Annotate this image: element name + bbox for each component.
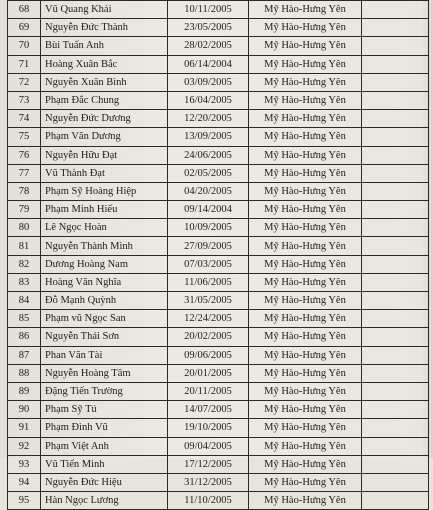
birthplace-cell: Mỹ Hào-Hưng Yên — [249, 164, 362, 182]
birthplace-cell: Mỹ Hào-Hưng Yên — [249, 255, 362, 273]
row-number-cell: 77 — [8, 164, 41, 182]
birth-date-cell: 09/06/2005 — [168, 346, 249, 364]
row-number-cell: 70 — [8, 37, 41, 55]
row-number-cell: 82 — [8, 255, 41, 273]
student-name-cell: Lê Ngọc Hoàn — [41, 219, 168, 237]
student-name-cell: Dương Hoàng Nam — [41, 255, 168, 273]
birth-date-cell: 24/06/2005 — [168, 146, 249, 164]
table-row — [8, 382, 429, 400]
birth-date-cell: 28/02/2005 — [168, 37, 249, 55]
empty-cell — [362, 19, 429, 37]
birth-date-cell: 31/05/2005 — [168, 292, 249, 310]
birthplace-cell: Mỹ Hào-Hưng Yên — [249, 328, 362, 346]
empty-cell — [362, 110, 429, 128]
table-row — [8, 492, 429, 510]
birth-date-cell: 23/05/2005 — [168, 19, 249, 37]
birthplace-cell: Mỹ Hào-Hưng Yên — [249, 110, 362, 128]
birthplace-cell: Mỹ Hào-Hưng Yên — [249, 401, 362, 419]
row-number-cell: 73 — [8, 91, 41, 109]
student-name-cell: Vũ Tiến Minh — [41, 455, 168, 473]
student-name-cell: Hàn Ngọc Lương — [41, 492, 168, 510]
table-row — [8, 328, 429, 346]
row-number-cell: 89 — [8, 382, 41, 400]
birthplace-cell: Mỹ Hào-Hưng Yên — [249, 382, 362, 400]
empty-cell — [362, 492, 429, 510]
empty-cell — [362, 182, 429, 200]
empty-cell — [362, 292, 429, 310]
table-row — [8, 292, 429, 310]
student-name-cell: Nguyễn Đức Thành — [41, 19, 168, 37]
student-name-cell: Phan Văn Tài — [41, 346, 168, 364]
row-number-cell: 94 — [8, 473, 41, 491]
row-number-cell: 86 — [8, 328, 41, 346]
birthplace-cell: Mỹ Hào-Hưng Yên — [249, 1, 362, 19]
empty-cell — [362, 73, 429, 91]
birth-date-cell: 11/06/2005 — [168, 273, 249, 291]
student-name-cell: Nguyễn Đức Dương — [41, 110, 168, 128]
birth-date-cell: 20/02/2005 — [168, 328, 249, 346]
page-edge-shadow — [421, 0, 433, 458]
birthplace-cell: Mỹ Hào-Hưng Yên — [249, 292, 362, 310]
student-name-cell: Bùi Tuấn Anh — [41, 37, 168, 55]
table-row — [8, 346, 429, 364]
student-name-cell: Phạm Đình Vũ — [41, 419, 168, 437]
row-number-cell: 80 — [8, 219, 41, 237]
empty-cell — [362, 255, 429, 273]
row-number-cell: 95 — [8, 492, 41, 510]
student-name-cell: Vũ Quang Khải — [41, 1, 168, 19]
table-row — [8, 364, 429, 382]
row-number-cell: 90 — [8, 401, 41, 419]
birth-date-cell: 11/10/2005 — [168, 492, 249, 510]
birthplace-cell: Mỹ Hào-Hưng Yên — [249, 346, 362, 364]
row-number-cell: 92 — [8, 437, 41, 455]
student-name-cell: Đỗ Mạnh Quỳnh — [41, 292, 168, 310]
row-number-cell: 87 — [8, 346, 41, 364]
table-row — [8, 146, 429, 164]
student-name-cell: Nguyễn Thái Sơn — [41, 328, 168, 346]
table-row — [8, 37, 429, 55]
table-row — [8, 310, 429, 328]
birthplace-cell: Mỹ Hào-Hưng Yên — [249, 273, 362, 291]
row-number-cell: 85 — [8, 310, 41, 328]
student-name-cell: Đặng Tiến Trường — [41, 382, 168, 400]
birthplace-cell: Mỹ Hào-Hưng Yên — [249, 219, 362, 237]
empty-cell — [362, 473, 429, 491]
table-row — [8, 55, 429, 73]
birthplace-cell: Mỹ Hào-Hưng Yên — [249, 146, 362, 164]
birthplace-cell: Mỹ Hào-Hưng Yên — [249, 73, 362, 91]
table-row — [8, 255, 429, 273]
table-row — [8, 1, 429, 19]
table-row — [8, 182, 429, 200]
row-number-cell: 84 — [8, 292, 41, 310]
empty-cell — [362, 437, 429, 455]
birth-date-cell: 03/09/2005 — [168, 73, 249, 91]
student-name-cell: Phạm Sỹ Tú — [41, 401, 168, 419]
table-row — [8, 401, 429, 419]
table-row — [8, 19, 429, 37]
table-row — [8, 437, 429, 455]
empty-cell — [362, 328, 429, 346]
birth-date-cell: 09/14/2004 — [168, 201, 249, 219]
row-number-cell: 75 — [8, 128, 41, 146]
row-number-cell: 93 — [8, 455, 41, 473]
birthplace-cell: Mỹ Hào-Hưng Yên — [249, 19, 362, 37]
birthplace-cell: Mỹ Hào-Hưng Yên — [249, 310, 362, 328]
table-row — [8, 473, 429, 491]
row-number-cell: 76 — [8, 146, 41, 164]
birth-date-cell: 04/20/2005 — [168, 182, 249, 200]
birthplace-cell: Mỹ Hào-Hưng Yên — [249, 473, 362, 491]
empty-cell — [362, 219, 429, 237]
row-number-cell: 79 — [8, 201, 41, 219]
student-name-cell: Phạm Minh Hiếu — [41, 201, 168, 219]
row-number-cell: 88 — [8, 364, 41, 382]
table-row — [8, 128, 429, 146]
birth-date-cell: 17/12/2005 — [168, 455, 249, 473]
table-row — [8, 110, 429, 128]
birthplace-cell: Mỹ Hào-Hưng Yên — [249, 419, 362, 437]
empty-cell — [362, 237, 429, 255]
table-row — [8, 73, 429, 91]
empty-cell — [362, 146, 429, 164]
student-name-cell: Phạm vũ Ngọc San — [41, 310, 168, 328]
row-number-cell: 68 — [8, 1, 41, 19]
student-roster-table — [7, 0, 429, 510]
empty-cell — [362, 164, 429, 182]
empty-cell — [362, 310, 429, 328]
row-number-cell: 74 — [8, 110, 41, 128]
empty-cell — [362, 91, 429, 109]
empty-cell — [362, 128, 429, 146]
birth-date-cell: 27/09/2005 — [168, 237, 249, 255]
birthplace-cell: Mỹ Hào-Hưng Yên — [249, 91, 362, 109]
birth-date-cell: 02/05/2005 — [168, 164, 249, 182]
birth-date-cell: 09/04/2005 — [168, 437, 249, 455]
row-number-cell: 83 — [8, 273, 41, 291]
empty-cell — [362, 201, 429, 219]
empty-cell — [362, 55, 429, 73]
birth-date-cell: 10/09/2005 — [168, 219, 249, 237]
birth-date-cell: 10/11/2005 — [168, 1, 249, 19]
birthplace-cell: Mỹ Hào-Hưng Yên — [249, 364, 362, 382]
empty-cell — [362, 1, 429, 19]
birth-date-cell: 13/09/2005 — [168, 128, 249, 146]
birth-date-cell: 06/14/2004 — [168, 55, 249, 73]
birthplace-cell: Mỹ Hào-Hưng Yên — [249, 201, 362, 219]
empty-cell — [362, 346, 429, 364]
birth-date-cell: 12/24/2005 — [168, 310, 249, 328]
birthplace-cell: Mỹ Hào-Hưng Yên — [249, 37, 362, 55]
row-number-cell: 91 — [8, 419, 41, 437]
birth-date-cell: 20/11/2005 — [168, 382, 249, 400]
birth-date-cell: 19/10/2005 — [168, 419, 249, 437]
table-row — [8, 164, 429, 182]
birth-date-cell: 20/01/2005 — [168, 364, 249, 382]
row-number-cell: 69 — [8, 19, 41, 37]
student-name-cell: Nguyễn Hoàng Tâm — [41, 364, 168, 382]
student-name-cell: Phạm Văn Dương — [41, 128, 168, 146]
empty-cell — [362, 419, 429, 437]
empty-cell — [362, 382, 429, 400]
birthplace-cell: Mỹ Hào-Hưng Yên — [249, 455, 362, 473]
birthplace-cell: Mỹ Hào-Hưng Yên — [249, 128, 362, 146]
student-name-cell: Nguyễn Đức Hiệu — [41, 473, 168, 491]
table-row — [8, 273, 429, 291]
student-name-cell: Hoàng Văn Nghĩa — [41, 273, 168, 291]
table-row — [8, 419, 429, 437]
birth-date-cell: 12/20/2005 — [168, 110, 249, 128]
birth-date-cell: 07/03/2005 — [168, 255, 249, 273]
row-number-cell: 81 — [8, 237, 41, 255]
empty-cell — [362, 37, 429, 55]
student-name-cell: Nguyễn Thành Minh — [41, 237, 168, 255]
row-number-cell: 71 — [8, 55, 41, 73]
birthplace-cell: Mỹ Hào-Hưng Yên — [249, 492, 362, 510]
row-number-cell: 78 — [8, 182, 41, 200]
birth-date-cell: 16/04/2005 — [168, 91, 249, 109]
student-name-cell: Phạm Đắc Chung — [41, 91, 168, 109]
birth-date-cell: 14/07/2005 — [168, 401, 249, 419]
student-name-cell: Hoàng Xuân Bắc — [41, 55, 168, 73]
birthplace-cell: Mỹ Hào-Hưng Yên — [249, 237, 362, 255]
student-name-cell: Vũ Thành Đạt — [41, 164, 168, 182]
empty-cell — [362, 273, 429, 291]
student-name-cell: Nguyễn Xuân Bình — [41, 73, 168, 91]
table-row — [8, 91, 429, 109]
birthplace-cell: Mỹ Hào-Hưng Yên — [249, 55, 362, 73]
table-row — [8, 219, 429, 237]
student-name-cell: Nguyễn Hữu Đạt — [41, 146, 168, 164]
birthplace-cell: Mỹ Hào-Hưng Yên — [249, 182, 362, 200]
birth-date-cell: 31/12/2005 — [168, 473, 249, 491]
empty-cell — [362, 401, 429, 419]
table-row — [8, 237, 429, 255]
student-name-cell: Phạm Việt Anh — [41, 437, 168, 455]
roster-body — [8, 1, 429, 510]
row-number-cell: 72 — [8, 73, 41, 91]
birthplace-cell: Mỹ Hào-Hưng Yên — [249, 437, 362, 455]
empty-cell — [362, 364, 429, 382]
table-row — [8, 201, 429, 219]
student-name-cell: Phạm Sỹ Hoàng Hiệp — [41, 182, 168, 200]
